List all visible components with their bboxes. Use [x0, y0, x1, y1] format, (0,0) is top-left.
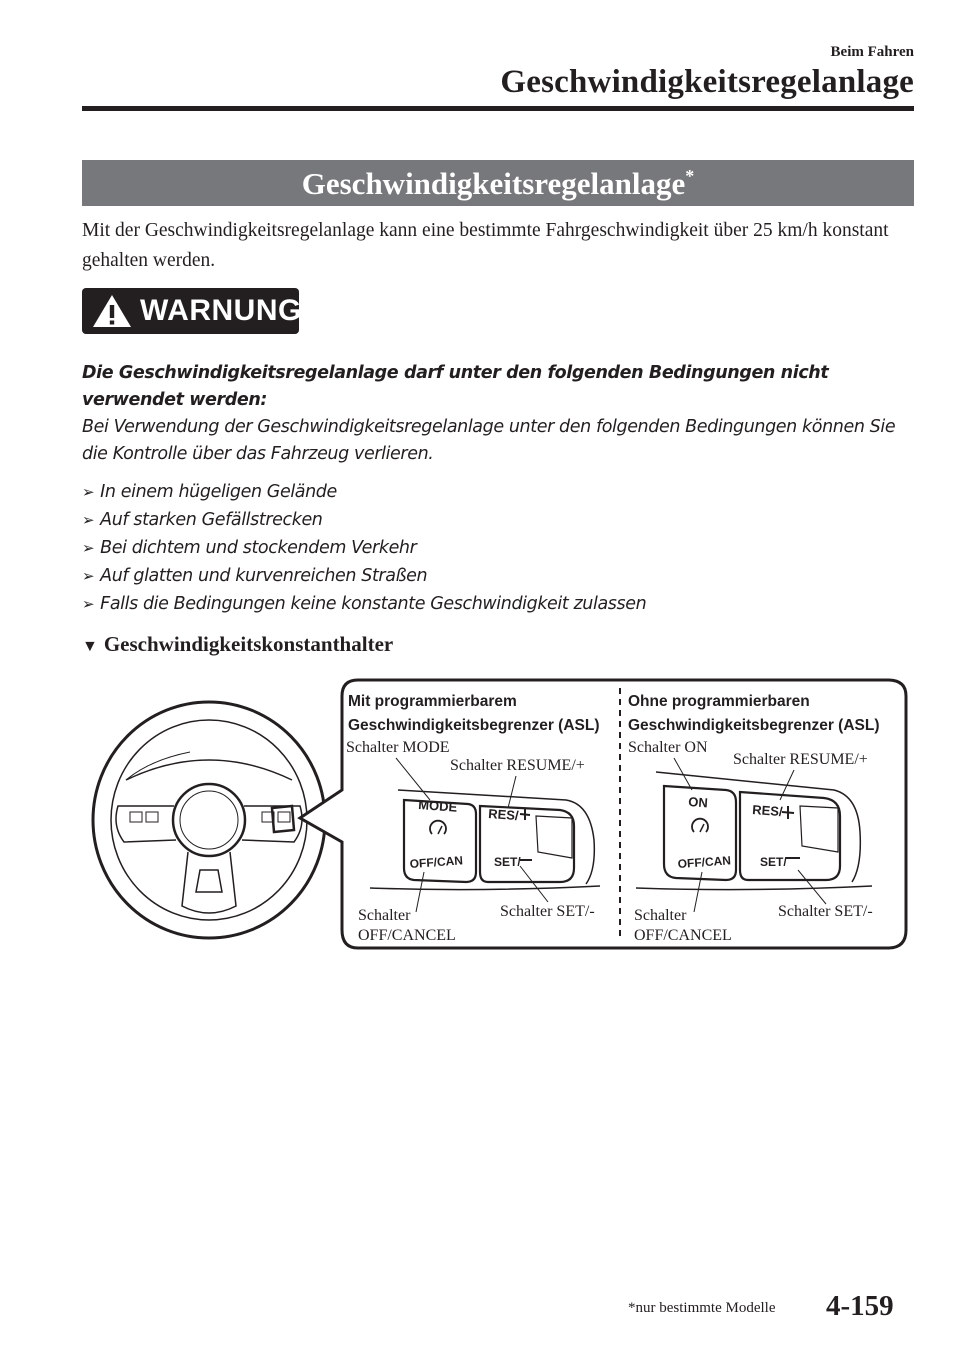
page-number: 4-159 [826, 1290, 894, 1322]
arrow-bullet-icon: ➢ [82, 483, 95, 501]
steering-wheel-icon [93, 702, 325, 938]
list-item: ➢ Auf starken Gefällstrecken [82, 506, 918, 534]
label-set-switch-left: Schalter SET/- [500, 903, 595, 920]
warning-badge [82, 288, 302, 334]
label-off-switch-right-2: OFF/CANCEL [634, 927, 732, 944]
list-item: ➢ Bei dichtem und stockendem Verkehr [82, 534, 918, 562]
right-panel-title-line1: Ohne programmierbaren [628, 693, 810, 710]
steering-switch-figure [86, 676, 908, 952]
arrow-bullet-icon: ➢ [82, 511, 95, 529]
list-item: ➢ Falls die Bedingungen keine konstante Geschwindigkeit zulassen [82, 590, 918, 618]
footnote: *nur bestimmte Modelle [628, 1300, 776, 1316]
triangle-down-icon: ▼ [82, 638, 98, 655]
warning-triangle-icon [90, 292, 134, 330]
header-rule [82, 106, 914, 111]
label-on-switch: Schalter ON [628, 739, 708, 756]
subheading: ▼ Geschwindigkeitskonstanthalter [82, 632, 394, 656]
res-button-right: RES/ [751, 802, 784, 820]
on-button: ON [687, 794, 709, 811]
arrow-bullet-icon: ➢ [82, 567, 95, 585]
arrow-bullet-icon: ➢ [82, 539, 95, 557]
arrow-bullet-icon: ➢ [82, 595, 95, 613]
label-mode-switch: Schalter MODE [346, 739, 450, 756]
off-can-button-right: OFF/CAN [677, 853, 732, 871]
warning-heading: Die Geschwindigkeitsregelanlage darf unter den folgenden Bedingungen nicht verwendet werden: [82, 363, 829, 410]
label-resume-switch-right: Schalter RESUME/+ [733, 751, 868, 768]
page-header-title: Geschwindigkeitsregelanlage [500, 64, 914, 100]
mode-button: MODE [417, 797, 458, 815]
warning-body: Bei Verwendung der Geschwindigkeitsregelanlage unter den folgenden Bedingungen können Sie die Kontrolle über das Fahrzeug verlieren. [82, 417, 896, 464]
list-item: ➢ Auf glatten und kurvenreichen Straßen [82, 562, 918, 590]
off-can-button-left: OFF/CAN [409, 853, 464, 871]
label-off-switch-right-1: Schalter [634, 907, 687, 924]
condition-list [82, 478, 918, 618]
label-off-switch-left-1: Schalter [358, 907, 411, 924]
banner-title: Geschwindigkeitsregelanlage [301, 166, 686, 201]
section-label: Beim Fahren [830, 44, 914, 60]
list-item: ➢ In einem hügeligen Gelände [82, 478, 918, 506]
set-button-left: SET/ [494, 855, 521, 869]
set-button-right: SET/ [760, 855, 787, 869]
label-off-switch-left-2: OFF/CANCEL [358, 927, 456, 944]
left-panel-title-line2: Geschwindigkeitsbegrenzer (ASL) [348, 717, 600, 734]
res-button-left: RES/ [487, 806, 520, 824]
intro-paragraph: Mit der Geschwindigkeitsregelanlage kann eine bestimmte Fahrgeschwindigkeit über 25 km/h konstant gehalten werden. [82, 220, 889, 271]
warning-label: WARNUNG [140, 294, 302, 327]
right-panel-title-line2: Geschwindigkeitsbegrenzer (ASL) [628, 717, 880, 734]
left-panel-title-line1: Mit programmierbarem [348, 693, 517, 710]
banner-footnote-mark: * [685, 166, 695, 186]
section-banner [82, 160, 914, 206]
label-resume-switch-left: Schalter RESUME/+ [450, 757, 585, 774]
label-set-switch-right: Schalter SET/- [778, 903, 873, 920]
